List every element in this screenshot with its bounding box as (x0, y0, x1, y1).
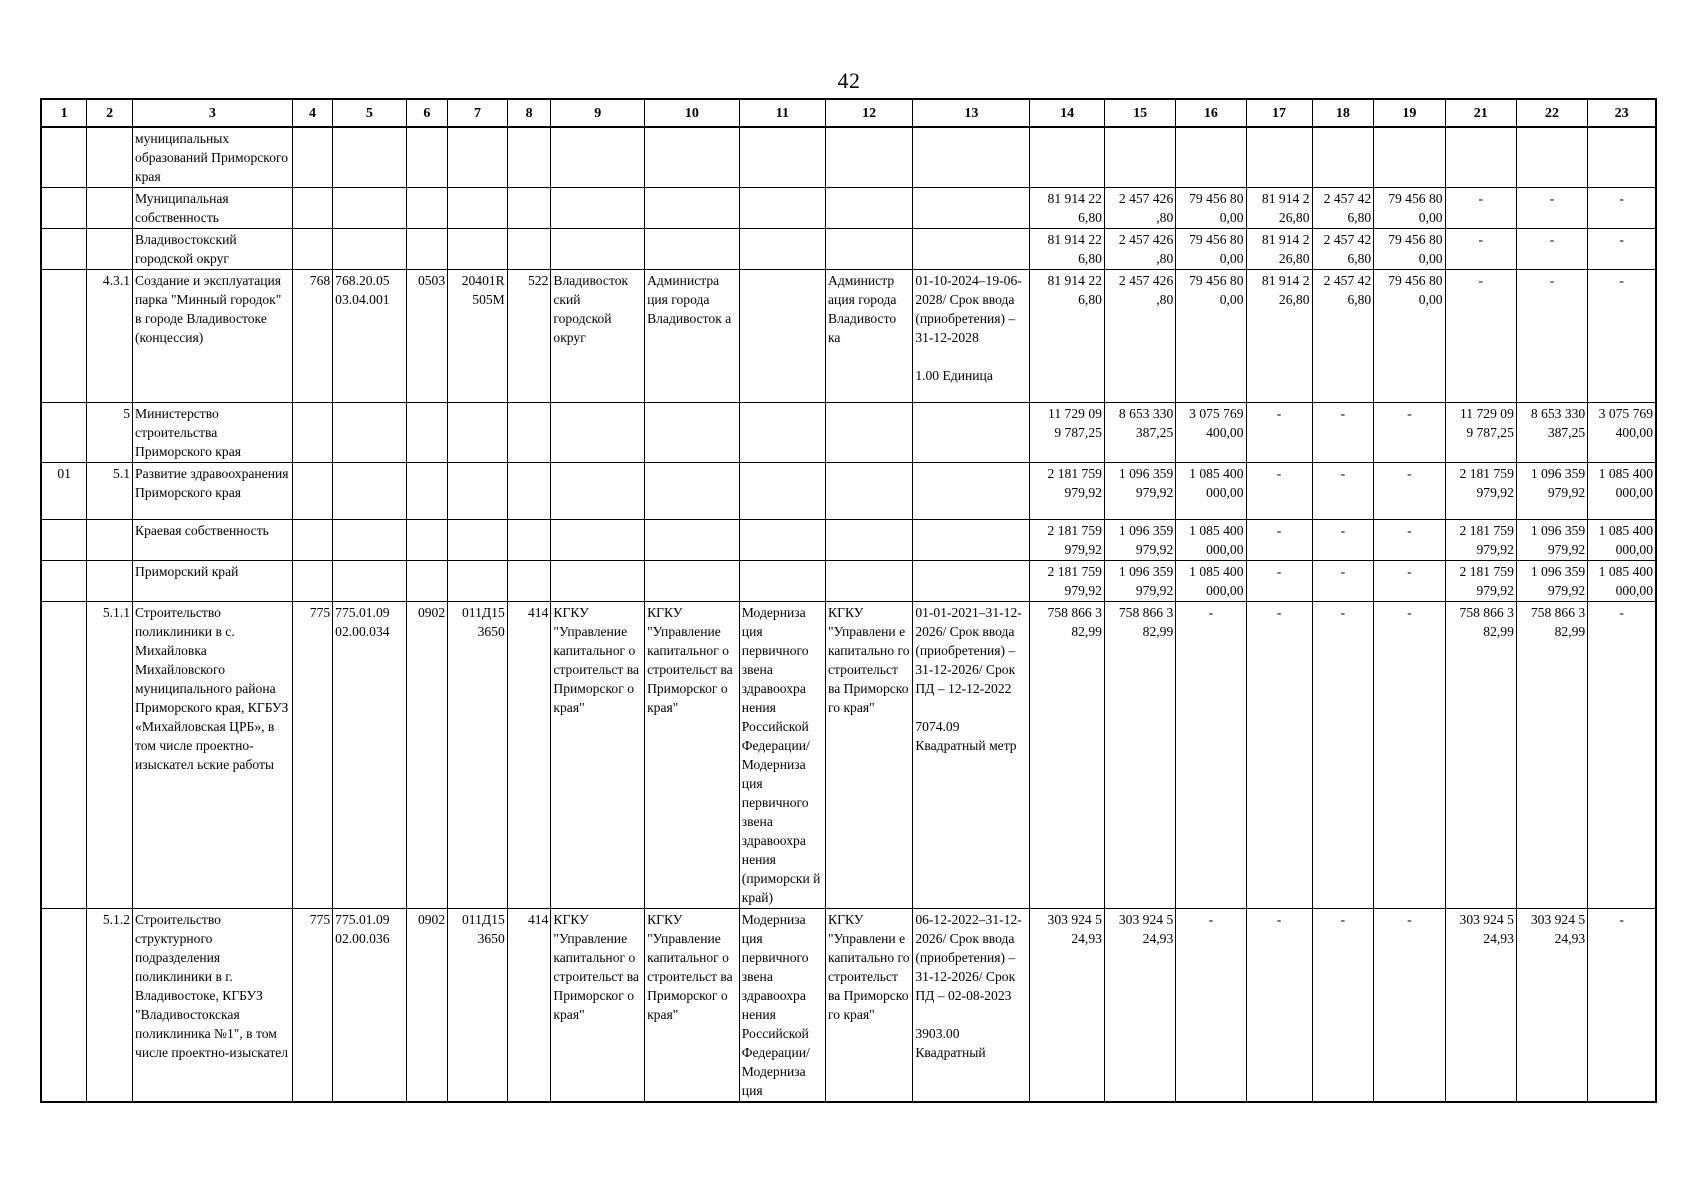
cell-col-13 (913, 520, 1030, 561)
cell-col-4 (292, 229, 332, 270)
cell-col-11 (739, 403, 825, 463)
cell-col-11 (739, 520, 825, 561)
cell-col-12: Администр ация города Владивосто ка (826, 270, 913, 403)
cell-col-17: - (1246, 463, 1312, 520)
cell-col-11 (739, 561, 825, 602)
page-number: 42 (837, 68, 861, 93)
cell-col-4 (292, 127, 332, 188)
column-header-10: 10 (645, 99, 740, 127)
cell-col-4 (292, 561, 332, 602)
cell-col-15: 8 653 330 387,25 (1104, 403, 1175, 463)
cell-col-23: 1 085 400 000,00 (1588, 463, 1656, 520)
cell-col-10: КГКУ "Управление капитальног о строительст ва Приморског о края" (645, 602, 740, 909)
cell-col-9: Владивосток ский городской округ (551, 270, 645, 403)
cell-col-4: 775 (292, 602, 332, 909)
cell-col-6: 0902 (406, 909, 448, 1103)
cell-col-23: - (1588, 270, 1656, 403)
cell-col-18 (1312, 127, 1374, 188)
cell-col-12 (826, 520, 913, 561)
cell-col-13 (913, 463, 1030, 520)
cell-col-3: Краевая собственность (133, 520, 293, 561)
cell-col-2: 5.1 (87, 463, 133, 520)
cell-col-5 (333, 127, 406, 188)
cell-col-10 (645, 229, 740, 270)
cell-col-9 (551, 561, 645, 602)
column-header-21: 21 (1445, 99, 1516, 127)
cell-col-11 (739, 270, 825, 403)
cell-col-14: 2 181 759 979,92 (1030, 561, 1105, 602)
cell-col-23: - (1588, 602, 1656, 909)
cell-col-8: 414 (507, 909, 551, 1103)
cell-col-7: 011Д15 3650 (448, 909, 508, 1103)
cell-col-15: 1 096 359 979,92 (1104, 520, 1175, 561)
cell-col-12 (826, 403, 913, 463)
cell-col-21: - (1445, 229, 1516, 270)
cell-col-1 (41, 520, 87, 561)
cell-col-6 (406, 561, 448, 602)
cell-col-13 (913, 229, 1030, 270)
cell-col-12 (826, 127, 913, 188)
cell-col-19: 79 456 80 0,00 (1374, 229, 1445, 270)
cell-col-22 (1516, 127, 1587, 188)
cell-col-17: - (1246, 520, 1312, 561)
cell-col-17 (1246, 127, 1312, 188)
column-header-15: 15 (1104, 99, 1175, 127)
column-header-13: 13 (913, 99, 1030, 127)
cell-col-22: 303 924 5 24,93 (1516, 909, 1587, 1103)
cell-col-16 (1176, 127, 1246, 188)
cell-col-5 (333, 188, 406, 229)
cell-col-22: 8 653 330 387,25 (1516, 403, 1587, 463)
cell-col-1 (41, 188, 87, 229)
cell-col-14: 81 914 22 6,80 (1030, 229, 1105, 270)
budget-table (40, 98, 1657, 1103)
cell-col-13: 01-10-2024–19-06-2028/ Срок ввода (приобретения) – 31-12-2028 1.00 Единица (913, 270, 1030, 403)
cell-col-8: 414 (507, 602, 551, 909)
cell-col-9: КГКУ "Управление капитальног о строительст ва Приморског о края" (551, 909, 645, 1103)
cell-col-13 (913, 561, 1030, 602)
cell-col-16: 79 456 80 0,00 (1176, 188, 1246, 229)
table-row (41, 270, 1656, 403)
column-header-3: 3 (133, 99, 293, 127)
cell-col-19: 79 456 80 0,00 (1374, 270, 1445, 403)
cell-col-22: - (1516, 229, 1587, 270)
cell-col-6 (406, 188, 448, 229)
cell-col-2: 5 (87, 403, 133, 463)
cell-col-21: 2 181 759 979,92 (1445, 520, 1516, 561)
cell-col-16: 1 085 400 000,00 (1176, 561, 1246, 602)
cell-col-13 (913, 188, 1030, 229)
cell-col-7 (448, 520, 508, 561)
column-header-9: 9 (551, 99, 645, 127)
cell-col-12: КГКУ "Управлени е капитально го строительст ва Приморско го края" (826, 909, 913, 1103)
table-row (41, 463, 1656, 520)
cell-col-16: 3 075 769 400,00 (1176, 403, 1246, 463)
cell-col-1 (41, 561, 87, 602)
cell-col-19: 79 456 80 0,00 (1374, 188, 1445, 229)
cell-col-5: 775.01.09 02.00.036 (333, 909, 406, 1103)
table-row (41, 229, 1656, 270)
cell-col-9 (551, 229, 645, 270)
cell-col-15: 1 096 359 979,92 (1104, 561, 1175, 602)
cell-col-14: 81 914 22 6,80 (1030, 270, 1105, 403)
cell-col-16: 79 456 80 0,00 (1176, 229, 1246, 270)
cell-col-12: КГКУ "Управлени е капитально го строительст ва Приморско го края" (826, 602, 913, 909)
cell-col-8 (507, 229, 551, 270)
cell-col-6 (406, 403, 448, 463)
cell-col-5 (333, 561, 406, 602)
cell-col-3: Муниципальная собственность (133, 188, 293, 229)
cell-col-14: 758 866 3 82,99 (1030, 602, 1105, 909)
cell-col-19: - (1374, 561, 1445, 602)
cell-col-19 (1374, 127, 1445, 188)
cell-col-3: Владивостокский городской округ (133, 229, 293, 270)
cell-col-23: - (1588, 909, 1656, 1103)
cell-col-22: - (1516, 270, 1587, 403)
cell-col-22: 758 866 3 82,99 (1516, 602, 1587, 909)
cell-col-11: Модерниза ция первичного звена здравоохра нения Российской Федерации/ Модерниза ция первичного звена здравоохра нения (приморски й край) (739, 602, 825, 909)
cell-col-2 (87, 229, 133, 270)
cell-col-18: 2 457 42 6,80 (1312, 270, 1374, 403)
cell-col-19: - (1374, 909, 1445, 1103)
cell-col-18: - (1312, 520, 1374, 561)
cell-col-18: - (1312, 403, 1374, 463)
cell-col-16: - (1176, 909, 1246, 1103)
cell-col-8 (507, 403, 551, 463)
cell-col-7 (448, 403, 508, 463)
cell-col-21: 758 866 3 82,99 (1445, 602, 1516, 909)
cell-col-23: - (1588, 188, 1656, 229)
column-header-12: 12 (826, 99, 913, 127)
cell-col-17: - (1246, 403, 1312, 463)
cell-col-18: - (1312, 909, 1374, 1103)
column-header-18: 18 (1312, 99, 1374, 127)
cell-col-14 (1030, 127, 1105, 188)
column-header-4: 4 (292, 99, 332, 127)
cell-col-19: - (1374, 520, 1445, 561)
cell-col-3: Приморский край (133, 561, 293, 602)
cell-col-7 (448, 463, 508, 520)
cell-col-1 (41, 229, 87, 270)
cell-col-10: Администра ция города Владивосток а (645, 270, 740, 403)
cell-col-12 (826, 188, 913, 229)
cell-col-2: 5.1.1 (87, 602, 133, 909)
header-row (41, 99, 1656, 127)
cell-col-13 (913, 127, 1030, 188)
cell-col-6: 0902 (406, 602, 448, 909)
cell-col-15: 303 924 5 24,93 (1104, 909, 1175, 1103)
cell-col-17: - (1246, 602, 1312, 909)
cell-col-18: - (1312, 561, 1374, 602)
cell-col-21: 303 924 5 24,93 (1445, 909, 1516, 1103)
column-header-2: 2 (87, 99, 133, 127)
column-header-1: 1 (41, 99, 87, 127)
cell-col-5 (333, 229, 406, 270)
cell-col-5 (333, 520, 406, 561)
cell-col-5 (333, 403, 406, 463)
cell-col-7: 20401R 505M (448, 270, 508, 403)
cell-col-19: - (1374, 463, 1445, 520)
cell-col-3: Развитие здравоохранения Приморского края (133, 463, 293, 520)
cell-col-4: 768 (292, 270, 332, 403)
cell-col-5: 775.01.09 02.00.034 (333, 602, 406, 909)
cell-col-1 (41, 909, 87, 1103)
cell-col-18: - (1312, 463, 1374, 520)
cell-col-21: 2 181 759 979,92 (1445, 561, 1516, 602)
cell-col-4 (292, 403, 332, 463)
cell-col-11 (739, 127, 825, 188)
cell-col-7: 011Д15 3650 (448, 602, 508, 909)
cell-col-18: 2 457 42 6,80 (1312, 188, 1374, 229)
cell-col-2: 4.3.1 (87, 270, 133, 403)
column-header-23: 23 (1588, 99, 1656, 127)
cell-col-9 (551, 403, 645, 463)
cell-col-6 (406, 127, 448, 188)
column-header-5: 5 (333, 99, 406, 127)
cell-col-10 (645, 127, 740, 188)
cell-col-9 (551, 188, 645, 229)
cell-col-17: 81 914 2 26,80 (1246, 229, 1312, 270)
cell-col-2 (87, 188, 133, 229)
cell-col-12 (826, 561, 913, 602)
cell-col-22: - (1516, 188, 1587, 229)
cell-col-10 (645, 188, 740, 229)
cell-col-1 (41, 270, 87, 403)
cell-col-13 (913, 403, 1030, 463)
cell-col-17: 81 914 2 26,80 (1246, 188, 1312, 229)
cell-col-9 (551, 520, 645, 561)
column-header-11: 11 (739, 99, 825, 127)
cell-col-10 (645, 561, 740, 602)
cell-col-3: муниципальных образований Приморского края (133, 127, 293, 188)
cell-col-6 (406, 520, 448, 561)
cell-col-4 (292, 188, 332, 229)
cell-col-23: 1 085 400 000,00 (1588, 561, 1656, 602)
cell-col-17: - (1246, 561, 1312, 602)
cell-col-16: - (1176, 602, 1246, 909)
cell-col-22: 1 096 359 979,92 (1516, 463, 1587, 520)
table-row (41, 127, 1656, 188)
cell-col-22: 1 096 359 979,92 (1516, 561, 1587, 602)
cell-col-8 (507, 561, 551, 602)
cell-col-2 (87, 520, 133, 561)
cell-col-12 (826, 229, 913, 270)
cell-col-16: 1 085 400 000,00 (1176, 463, 1246, 520)
column-header-22: 22 (1516, 99, 1587, 127)
column-header-16: 16 (1176, 99, 1246, 127)
cell-col-15: 2 457 426 ,80 (1104, 270, 1175, 403)
cell-col-5: 768.20.05 03.04.001 (333, 270, 406, 403)
cell-col-15: 758 866 3 82,99 (1104, 602, 1175, 909)
cell-col-21: - (1445, 188, 1516, 229)
cell-col-22: 1 096 359 979,92 (1516, 520, 1587, 561)
cell-col-6 (406, 463, 448, 520)
table-row (41, 602, 1656, 909)
cell-col-14: 2 181 759 979,92 (1030, 463, 1105, 520)
cell-col-6 (406, 229, 448, 270)
cell-col-2 (87, 561, 133, 602)
cell-col-1 (41, 403, 87, 463)
cell-col-17: - (1246, 909, 1312, 1103)
cell-col-3: Создание и эксплуатация парка "Минный городок" в городе Владивостоке (концессия) (133, 270, 293, 403)
cell-col-11: Модерниза ция первичного звена здравоохра нения Российской Федерации/ Модерниза ция (739, 909, 825, 1103)
table-row (41, 188, 1656, 229)
cell-col-14: 81 914 22 6,80 (1030, 188, 1105, 229)
cell-col-23: - (1588, 229, 1656, 270)
cell-col-2 (87, 127, 133, 188)
cell-col-13: 01-01-2021–31-12-2026/ Срок ввода (приобретения) – 31-12-2026/ Срок ПД – 12-12-2022 7074.09 Квадратный метр (913, 602, 1030, 909)
table-row (41, 520, 1656, 561)
cell-col-23: 3 075 769 400,00 (1588, 403, 1656, 463)
cell-col-8 (507, 127, 551, 188)
cell-col-16: 79 456 80 0,00 (1176, 270, 1246, 403)
cell-col-4 (292, 463, 332, 520)
cell-col-7 (448, 188, 508, 229)
cell-col-9: КГКУ "Управление капитальног о строительст ва Приморског о края" (551, 602, 645, 909)
cell-col-16: 1 085 400 000,00 (1176, 520, 1246, 561)
cell-col-23: 1 085 400 000,00 (1588, 520, 1656, 561)
cell-col-14: 2 181 759 979,92 (1030, 520, 1105, 561)
cell-col-3: Строительство поликлиники в с. Михайловка Михайловского муниципального района Приморского края, КГБУЗ «Михайловская ЦРБ», в том числе проектно-изыскател ьские работы (133, 602, 293, 909)
cell-col-15 (1104, 127, 1175, 188)
cell-col-15: 2 457 426 ,80 (1104, 188, 1175, 229)
column-header-7: 7 (448, 99, 508, 127)
cell-col-19: - (1374, 403, 1445, 463)
cell-col-10 (645, 463, 740, 520)
column-header-6: 6 (406, 99, 448, 127)
table-row (41, 909, 1656, 1103)
cell-col-10 (645, 403, 740, 463)
column-header-14: 14 (1030, 99, 1105, 127)
cell-col-9 (551, 127, 645, 188)
cell-col-10: КГКУ "Управление капитальног о строительст ва Приморског о края" (645, 909, 740, 1103)
cell-col-13: 06-12-2022–31-12-2026/ Срок ввода (приобретения) – 31-12-2026/ Срок ПД – 02-08-2023 3903.00 Квадратный (913, 909, 1030, 1103)
column-header-8: 8 (507, 99, 551, 127)
cell-col-6: 0503 (406, 270, 448, 403)
cell-col-11 (739, 229, 825, 270)
cell-col-15: 1 096 359 979,92 (1104, 463, 1175, 520)
cell-col-21: 2 181 759 979,92 (1445, 463, 1516, 520)
cell-col-1: 01 (41, 463, 87, 520)
cell-col-3: Министерство строительства Приморского края (133, 403, 293, 463)
cell-col-8 (507, 188, 551, 229)
cell-col-7 (448, 229, 508, 270)
cell-col-18: 2 457 42 6,80 (1312, 229, 1374, 270)
column-header-17: 17 (1246, 99, 1312, 127)
cell-col-21 (1445, 127, 1516, 188)
cell-col-11 (739, 463, 825, 520)
cell-col-18: - (1312, 602, 1374, 909)
cell-col-1 (41, 602, 87, 909)
table-row (41, 561, 1656, 602)
cell-col-8 (507, 463, 551, 520)
cell-col-5 (333, 463, 406, 520)
table-row (41, 403, 1656, 463)
cell-col-11 (739, 188, 825, 229)
cell-col-8: 522 (507, 270, 551, 403)
cell-col-17: 81 914 2 26,80 (1246, 270, 1312, 403)
cell-col-1 (41, 127, 87, 188)
cell-col-4 (292, 520, 332, 561)
cell-col-8 (507, 520, 551, 561)
cell-col-15: 2 457 426 ,80 (1104, 229, 1175, 270)
cell-col-2: 5.1.2 (87, 909, 133, 1103)
table-body (41, 127, 1656, 1102)
cell-col-7 (448, 127, 508, 188)
cell-col-19: - (1374, 602, 1445, 909)
column-header-19: 19 (1374, 99, 1445, 127)
cell-col-23 (1588, 127, 1656, 188)
cell-col-7 (448, 561, 508, 602)
cell-col-14: 11 729 09 9 787,25 (1030, 403, 1105, 463)
cell-col-12 (826, 463, 913, 520)
cell-col-10 (645, 520, 740, 561)
cell-col-4: 775 (292, 909, 332, 1103)
cell-col-3: Строительство структурного подразделения поликлиники в г. Владивостоке, КГБУЗ "Владивостокская поликлиника №1", в том числе проектно-изыскател (133, 909, 293, 1103)
cell-col-9 (551, 463, 645, 520)
cell-col-21: 11 729 09 9 787,25 (1445, 403, 1516, 463)
cell-col-21: - (1445, 270, 1516, 403)
cell-col-14: 303 924 5 24,93 (1030, 909, 1105, 1103)
